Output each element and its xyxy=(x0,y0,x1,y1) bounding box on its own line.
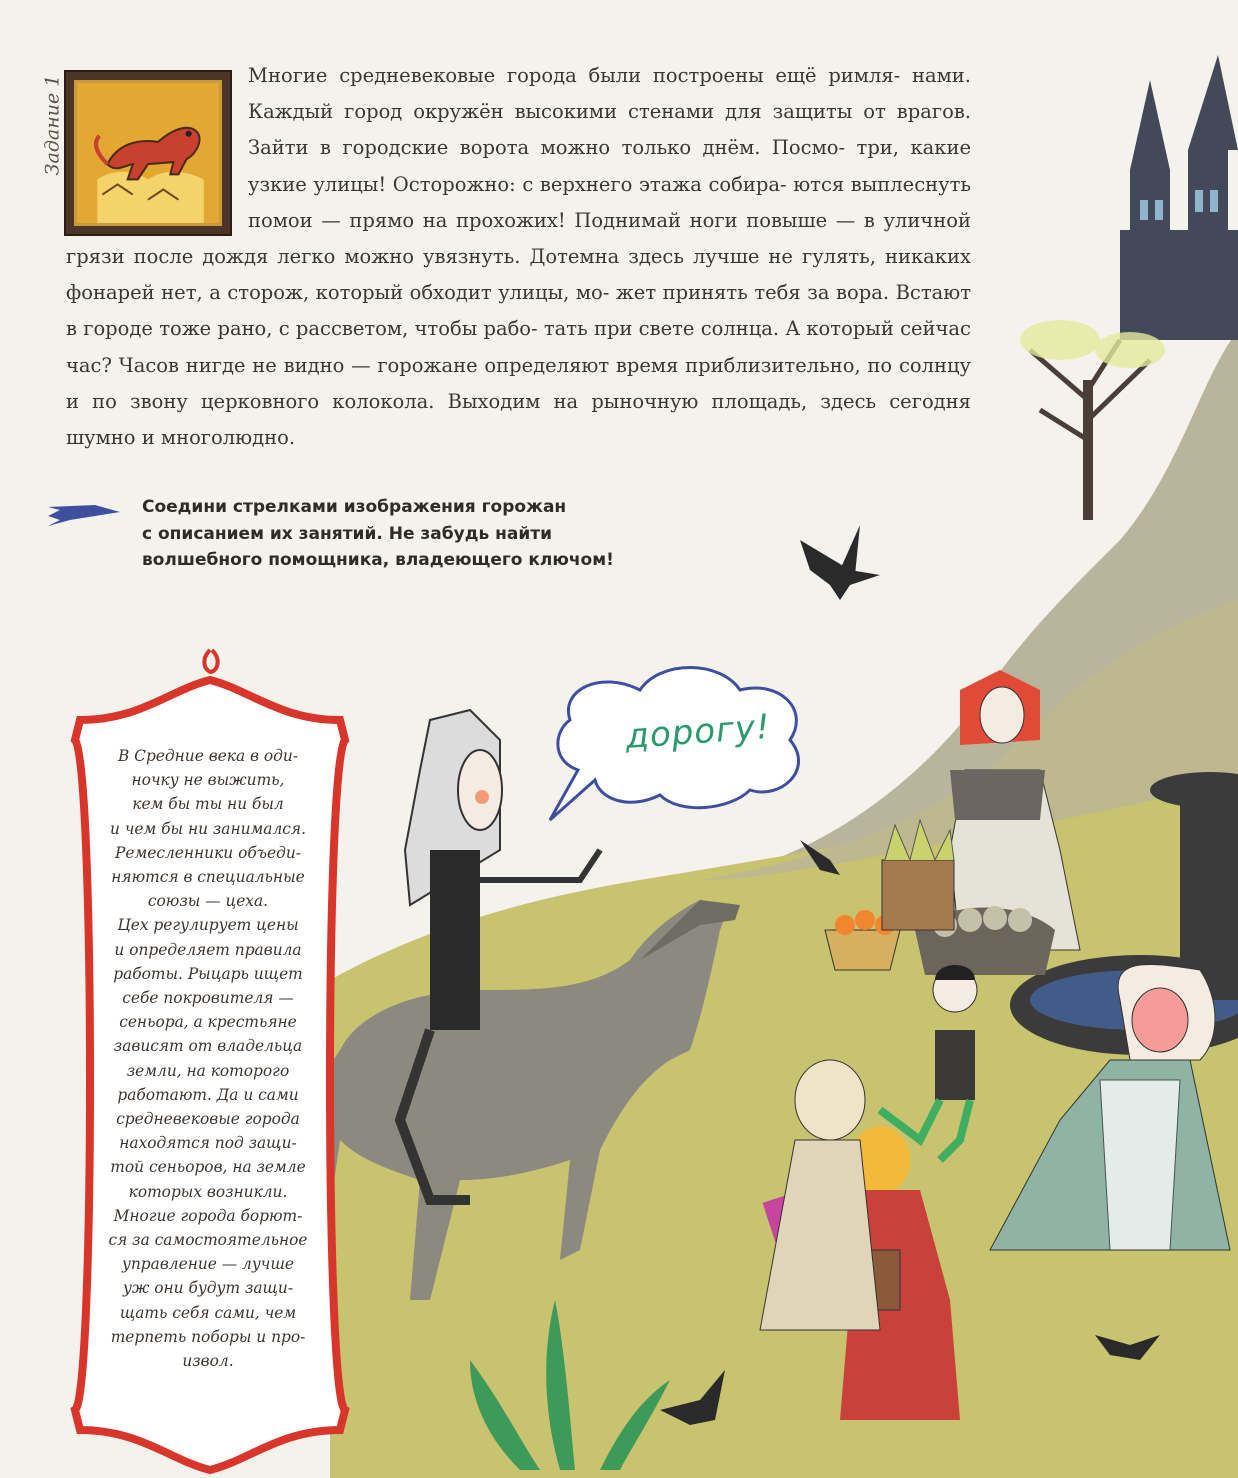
emblem-spacer xyxy=(66,58,248,238)
intro-paragraph: Многие средневековые города были построены ещё римля- нами. Каждый город окружён высокими стенами для защиты от врагов. Зайти в городские ворота можно только днём. Посмо- три, какие узкие улицы! Осторожно: с верхнего этажа собира- ются выплеснуть помои — прямо на прохожих! Поднимай ноги повыше — в уличной грязи после дождя легко можно увязнуть. Дотемна здесь лучше не гулять, никаких фонарей нет, а сторож, который обходит улицы, мо- жет принять тебя за вора. Встают в городе тоже рано, с рассветом, чтобы рабо- тать при свете солнца. А который сейчас час? Часов нигде не видно — горожане определяют время приблизительно, по солнцу и по звону церковного колокола. Выходим на рыночную площадь, здесь сегодня шумно и многолюдно. xyxy=(66,58,971,456)
task-label: Задание 1 xyxy=(41,74,64,176)
task-instruction: Соедини стрелками изображения горожан с описанием их занятий. Не забудь найти волшебного помощника, владеющего ключом! xyxy=(142,497,614,570)
info-box-text: В Средние века в оди- ночку не выжить, кем бы ты ни был и чем бы ни занимался. Ремесленники объеди- няются в специальные союзы — цеха. Цех регулирует цены и определяет правила работы. Рыцарь ищет себе покровителя — сеньора, а крестьяне зависят от владельца земли, на которого работают. Да и сами средневековые города находятся под защи- той сеньоров, на земле которых возникли. Многие города борют- ся за самостоятельное управление — лучше уж они будут защи- щать себя сами, чем терпеть поборы и про- извол. xyxy=(108,747,308,1371)
speech-bubble-text: дорогу! xyxy=(624,706,772,758)
